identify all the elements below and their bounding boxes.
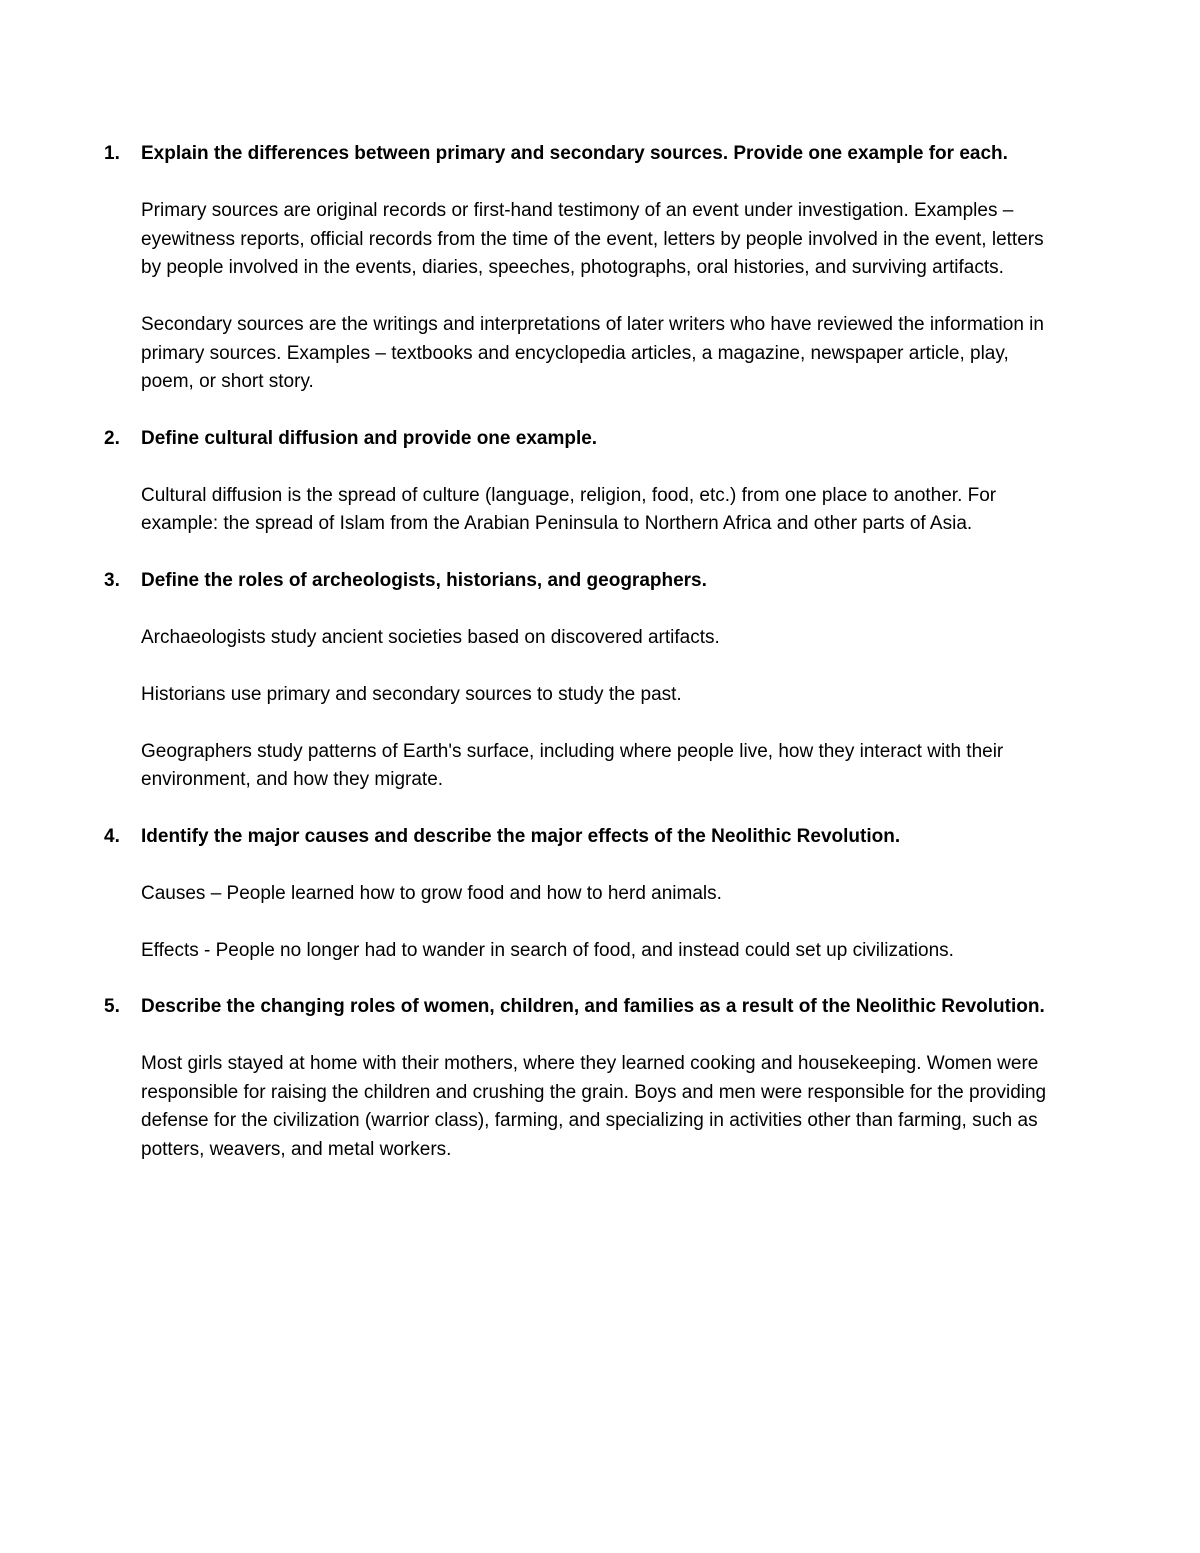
question-number: 1. — [104, 143, 120, 164]
answer-paragraph: Cultural diffusion is the spread of culture (language, religion, food, etc.) from one place to another. For example: the spread of Islam from the Arabian Peninsula to Northern Africa and other parts of Asia. — [141, 484, 997, 534]
question-prompt: Identify the major causes and describe the major effects of the Neolithic Revolution. — [141, 825, 901, 847]
answer-paragraph: Archaeologists study ancient societies based on discovered artifacts. — [141, 626, 720, 648]
question-item — [0, 567, 1200, 795]
answer-paragraph: Effects - People no longer had to wander in search of food, and instead could set up civilizations. — [141, 939, 954, 961]
question-number: 2. — [104, 427, 120, 449]
answer-paragraph: Most girls stayed at home with their mothers, where they learned cooking and housekeeping. Women were responsible for raising the children and crushing the grain. Boys and men were responsible for the providing defense for the civilization (warrior class), farming, and specializing in activities other than farming, such as potters, weavers, and metal workers. — [141, 1053, 1047, 1160]
question-prompt: Explain the differences between primary and secondary sources. Provide one example for each. — [141, 143, 1008, 164]
question-list — [0, 140, 1200, 1192]
question-item — [0, 823, 1200, 966]
question-number: 4. — [104, 825, 120, 847]
question-prompt: Define cultural diffusion and provide one example. — [141, 427, 598, 449]
answer-paragraph: Causes – People learned how to grow food and how to herd animals. — [141, 882, 722, 904]
answer-paragraph: Secondary sources are the writings and interpretations of later writers who have reviewed the information in primary sources. Examples – textbooks and encyclopedia articles, a magazine, newspaper article, play, poem, or short story. — [141, 314, 1044, 392]
question-number: 3. — [104, 569, 120, 591]
answer-paragraph: Historians use primary and secondary sources to study the past. — [141, 683, 682, 705]
answer-paragraph: Primary sources are original records or first-hand testimony of an event under investigation. Examples – eyewitness reports, official records from the time of the event, letters by people involved in the event, letters by people involved in the events, diaries, speeches, photographs, oral histories, and surviving artifacts. — [141, 200, 1044, 278]
question-item — [0, 425, 1200, 539]
question-prompt: Describe the changing roles of women, children, and families as a result of the Neolithic Revolution. — [141, 996, 1045, 1017]
question-item — [0, 993, 1200, 1164]
answer-paragraph: Geographers study patterns of Earth's surface, including where people live, how they interact with their environment, and how they migrate. — [141, 740, 1004, 790]
question-number: 5. — [104, 996, 120, 1017]
question-item — [0, 140, 1200, 397]
question-prompt: Define the roles of archeologists, historians, and geographers. — [141, 569, 707, 591]
